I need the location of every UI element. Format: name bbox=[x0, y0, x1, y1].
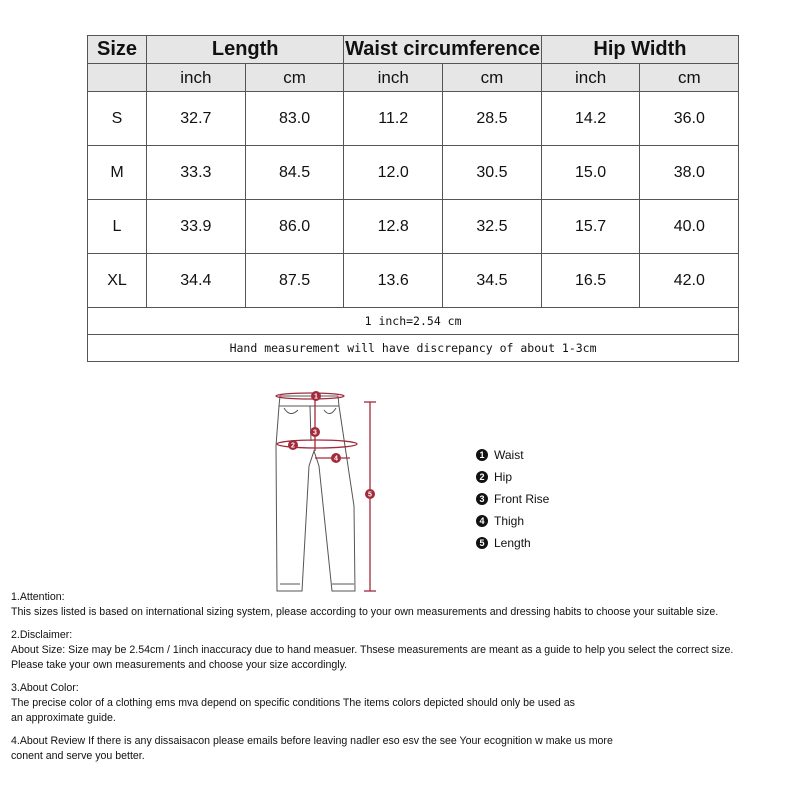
value-cell: 40.0 bbox=[640, 200, 739, 254]
note-attention bbox=[11, 590, 796, 620]
value-cell: 87.5 bbox=[245, 254, 344, 308]
note-title: 3.About Color: bbox=[11, 682, 79, 694]
value-cell: 34.5 bbox=[443, 254, 542, 308]
table-unit-row bbox=[88, 64, 739, 92]
marker-label: 5 bbox=[368, 491, 372, 499]
unit-cell: inch bbox=[541, 64, 640, 92]
size-cell: M bbox=[88, 146, 147, 200]
value-cell: 15.7 bbox=[541, 200, 640, 254]
legend-item-front-rise bbox=[476, 488, 549, 510]
note-disclaimer bbox=[11, 628, 796, 673]
legend-label: Thigh bbox=[494, 514, 525, 528]
unit-cell: cm bbox=[640, 64, 739, 92]
note-line: 4.About Review If there is any dissaisacon please emails before leaving nadler eso esv the see Your ecognition w make us more bbox=[11, 735, 613, 747]
note-line: Please take your own measurements and choose your size accordingly. bbox=[11, 659, 348, 671]
discrepancy-note-row bbox=[88, 335, 739, 362]
hip-header: Hip Width bbox=[541, 36, 738, 64]
value-cell: 12.0 bbox=[344, 146, 443, 200]
legend-item-thigh bbox=[476, 510, 549, 532]
note-review bbox=[11, 734, 796, 764]
note-line: an approximate guide. bbox=[11, 712, 116, 724]
table-row bbox=[88, 254, 739, 308]
value-cell: 14.2 bbox=[541, 92, 640, 146]
measurement-legend bbox=[476, 444, 549, 554]
size-cell: XL bbox=[88, 254, 147, 308]
marker-label: 4 bbox=[334, 455, 338, 463]
legend-label: Front Rise bbox=[494, 492, 550, 506]
legend-label: Length bbox=[494, 536, 531, 550]
length-header: Length bbox=[147, 36, 344, 64]
value-cell: 32.5 bbox=[443, 200, 542, 254]
size-header: Size bbox=[88, 36, 147, 64]
size-chart-table bbox=[87, 35, 739, 362]
conversion-note: 1 inch=2.54 cm bbox=[88, 308, 739, 335]
legend-label: Waist bbox=[494, 448, 524, 462]
note-title: 2.Disclaimer: bbox=[11, 629, 73, 641]
legend-number-icon: 5 bbox=[476, 537, 488, 549]
legend-number-icon: 2 bbox=[476, 471, 488, 483]
value-cell: 34.4 bbox=[147, 254, 246, 308]
legend-item-waist bbox=[476, 444, 549, 466]
legend-label: Hip bbox=[494, 470, 513, 484]
unit-blank-cell bbox=[88, 64, 147, 92]
value-cell: 32.7 bbox=[147, 92, 246, 146]
unit-cell: cm bbox=[245, 64, 344, 92]
size-cell: L bbox=[88, 200, 147, 254]
value-cell: 83.0 bbox=[245, 92, 344, 146]
discrepancy-note: Hand measurement will have discrepancy of about 1-3cm bbox=[88, 335, 739, 362]
value-cell: 11.2 bbox=[344, 92, 443, 146]
note-line: About Size: Size may be 2.54cm / 1inch inaccuracy due to hand measuer. Thsese measurements are meant as a guide to help you select the correct size. bbox=[11, 644, 734, 656]
note-line: conent and serve you better. bbox=[11, 750, 145, 762]
table-row bbox=[88, 92, 739, 146]
note-line: This sizes listed is based on international sizing system, please according to your own measurements and dressing habits to choose your suitable size. bbox=[11, 606, 719, 618]
value-cell: 16.5 bbox=[541, 254, 640, 308]
value-cell: 84.5 bbox=[245, 146, 344, 200]
legend-item-hip bbox=[476, 466, 549, 488]
table-header-row bbox=[88, 36, 739, 64]
pants-measurement-diagram bbox=[262, 386, 402, 596]
table-row bbox=[88, 200, 739, 254]
value-cell: 86.0 bbox=[245, 200, 344, 254]
value-cell: 15.0 bbox=[541, 146, 640, 200]
marker-label: 3 bbox=[313, 429, 317, 437]
size-cell: S bbox=[88, 92, 147, 146]
value-cell: 13.6 bbox=[344, 254, 443, 308]
table-row bbox=[88, 146, 739, 200]
value-cell: 38.0 bbox=[640, 146, 739, 200]
pants-illustration bbox=[262, 386, 402, 596]
legend-number-icon: 4 bbox=[476, 515, 488, 527]
marker-label: 1 bbox=[314, 393, 318, 401]
unit-cell: inch bbox=[344, 64, 443, 92]
conversion-note-row bbox=[88, 308, 739, 335]
legend-number-icon: 3 bbox=[476, 493, 488, 505]
value-cell: 33.3 bbox=[147, 146, 246, 200]
value-cell: 12.8 bbox=[344, 200, 443, 254]
legend-item-length bbox=[476, 532, 549, 554]
value-cell: 42.0 bbox=[640, 254, 739, 308]
notes-section bbox=[11, 590, 796, 772]
legend-number-icon: 1 bbox=[476, 449, 488, 461]
note-color bbox=[11, 681, 796, 726]
waist-header: Waist circumference bbox=[344, 36, 541, 64]
note-line: The precise color of a clothing ems mva depend on specific conditions The items colors depicted should only be used as bbox=[11, 697, 575, 709]
value-cell: 28.5 bbox=[443, 92, 542, 146]
unit-cell: cm bbox=[443, 64, 542, 92]
marker-label: 2 bbox=[291, 442, 295, 450]
value-cell: 30.5 bbox=[443, 146, 542, 200]
note-title: 1.Attention: bbox=[11, 591, 65, 603]
value-cell: 36.0 bbox=[640, 92, 739, 146]
unit-cell: inch bbox=[147, 64, 246, 92]
value-cell: 33.9 bbox=[147, 200, 246, 254]
